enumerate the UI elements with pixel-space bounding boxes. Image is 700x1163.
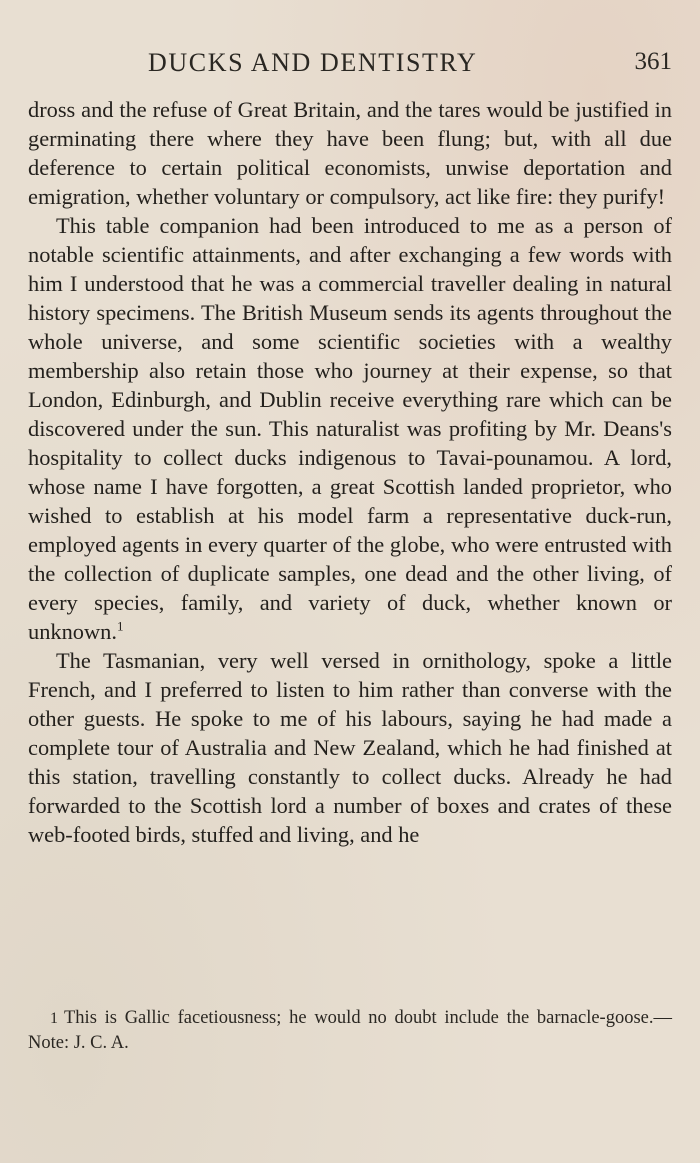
paragraph-1-text: dross and the refuse of Great Britain, and the tares would be justified in germinating there where they have been flung; but, with all due deference to certain political economists, unwise deportation and emigration, whether voluntary or compulsory, act like fire: they purify!	[28, 97, 672, 209]
paragraph-3	[28, 646, 672, 849]
footnote-reference: 1	[116, 618, 124, 634]
paragraph-2-text: This table companion had been introduced to me as a person of notable scientific attainments, and after exchanging a few words with him I understood that he was a commercial traveller dealing in natural history specimens. The British Museum sends its agents throughout the whole universe, and some scientific societies with a wealthy membership also retain those who journey at their expense, so that London, Edinburgh, and Dublin receive everything rare which can be discovered under the sun. This naturalist was profiting by Mr. Deans's hospitality to collect ducks indigenous to Tavai-pounamou. A lord, whose name I have forgotten, a great Scottish landed proprietor, who wished to establish at his model farm a representative duck-run, employed agents in every quarter of the globe, who were entrusted with the collection of duplicate samples, one dead and the other living, of every species, family, and variety of duck, whether known or unknown.	[28, 213, 672, 644]
footnote-marker: 1	[50, 1010, 58, 1027]
paragraph-3-text: The Tasmanian, very well versed in ornithology, spoke a little French, and I preferred to listen to him rather than converse with the other guests. He spoke to me of his labours, saying he had made a complete tour of Australia and New Zealand, which he had finished at this station, travelling constantly to collect ducks. Already he had forwarded to the Scottish lord a number of boxes and crates of these web-footed birds, stuffed and living, and he	[28, 648, 672, 847]
body-text	[28, 95, 672, 849]
footnote	[28, 1006, 672, 1056]
running-title: DUCKS AND DENTISTRY	[148, 48, 478, 77]
paragraph-2	[28, 211, 672, 646]
page-number: 361	[634, 48, 672, 75]
page-header	[28, 48, 672, 84]
footnote-text: This is Gallic facetiousness; he would no doubt include the barnacle-goose.—Note: J. C. A.	[28, 1008, 672, 1053]
paragraph-1	[28, 95, 672, 211]
